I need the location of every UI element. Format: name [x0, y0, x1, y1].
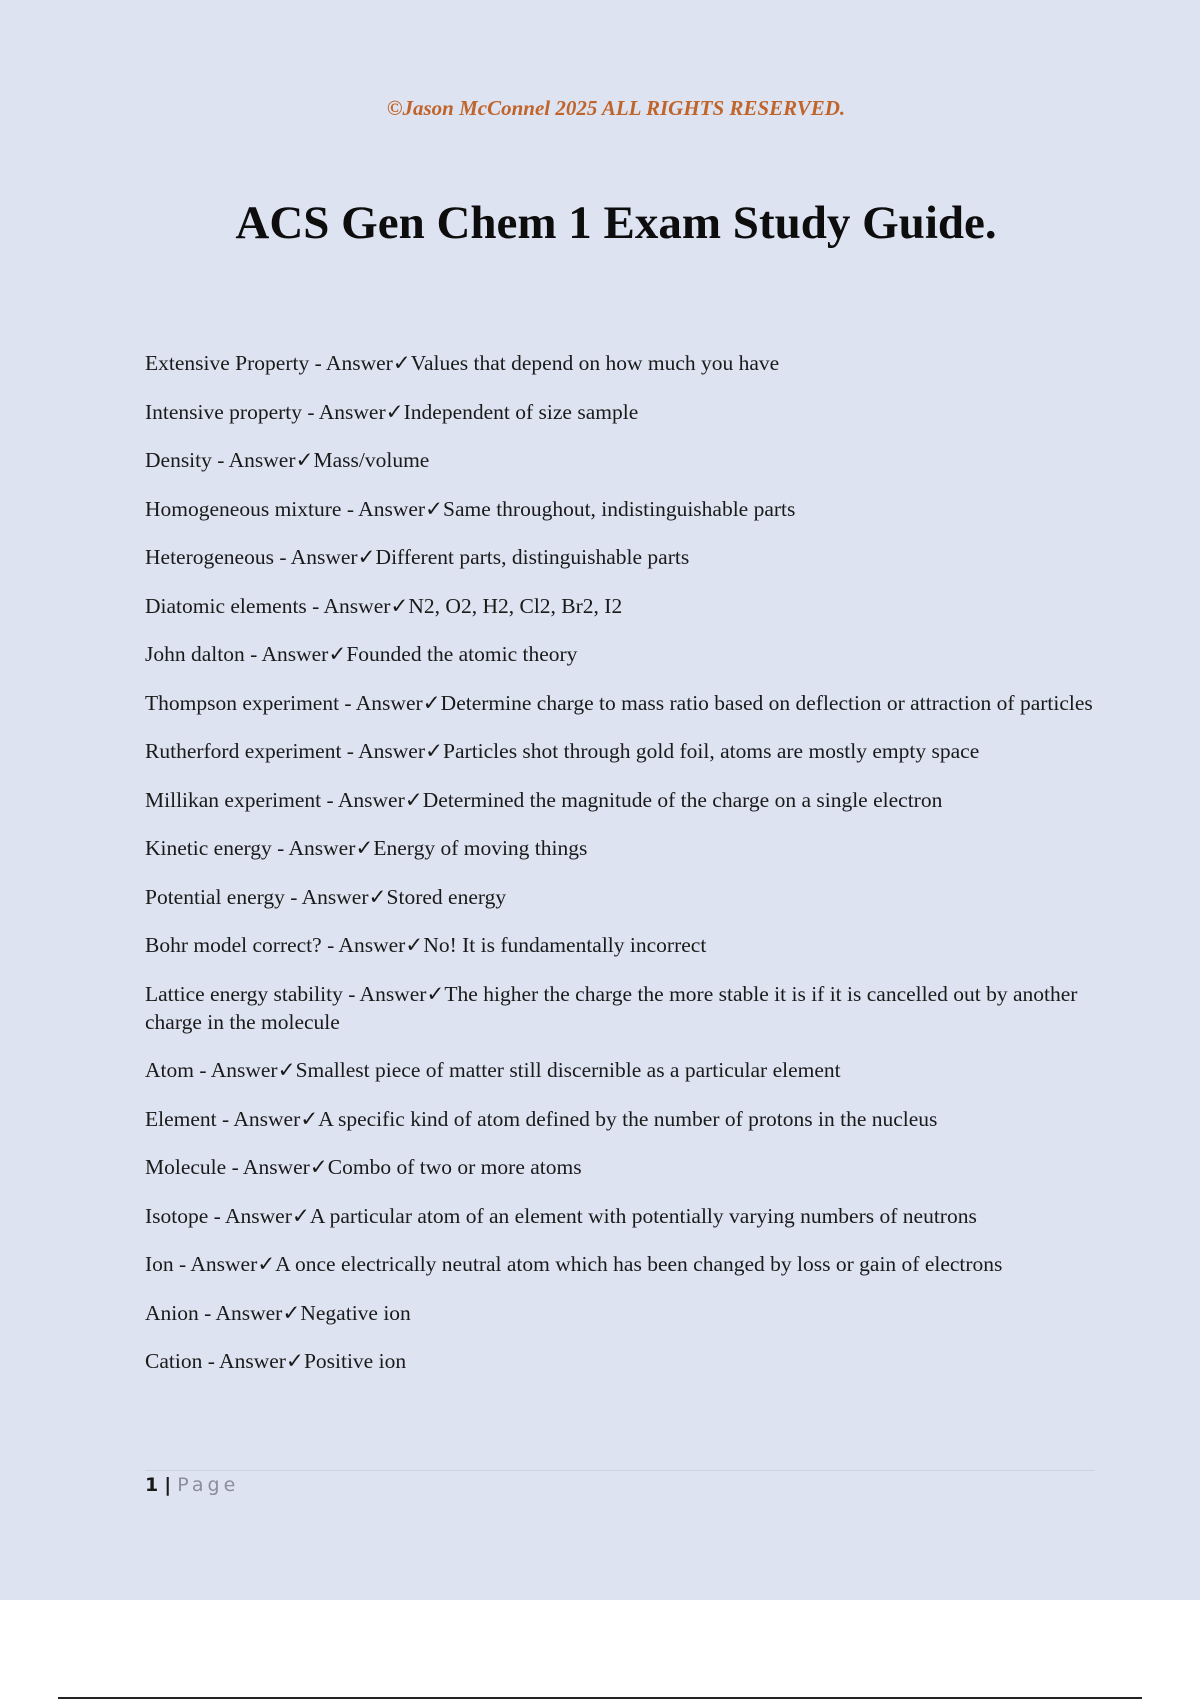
page-footer [145, 1474, 239, 1496]
list-item: Kinetic energy - Answer✓Energy of moving things [145, 836, 588, 860]
list-item: Lattice energy stability - Answer✓The higher the charge the more stable it is if it is cancelled out by another charge in the molecule [145, 981, 1078, 1034]
bottom-divider [58, 1697, 1142, 1699]
document-title: ACS Gen Chem 1 Exam Study Guide. [235, 197, 997, 249]
list-item: Bohr model correct? - Answer✓No! It is fundamentally incorrect [145, 933, 707, 957]
list-item: Extensive Property - Answer✓Values that depend on how much you have [145, 351, 780, 375]
study-guide-list [145, 349, 1095, 1396]
list-item: Homogeneous mixture - Answer✓Same throughout, indistinguishable parts [145, 496, 796, 521]
list-item: Potential energy - Answer✓Stored energy [145, 884, 507, 909]
copyright-notice: ©Jason McConnel 2025 ALL RIGHTS RESERVED. [386, 96, 846, 120]
list-item: Millikan experiment - Answer✓Determined the magnitude of the charge on a single electron [145, 787, 943, 812]
list-item: Density - Answer✓Mass/volume [145, 448, 430, 472]
page-separator: | [164, 1474, 172, 1496]
list-item: Intensive property - Answer✓Independent of size sample [145, 399, 639, 424]
page-label: Page [177, 1474, 240, 1496]
list-item: Anion - Answer✓Negative ion [145, 1300, 411, 1325]
list-item: Atom - Answer✓Smallest piece of matter still discernible as a particular element [145, 1058, 841, 1082]
list-item: Thompson experiment - Answer✓Determine charge to mass ratio based on deflection or attraction of particles [145, 690, 1093, 715]
list-item: Isotope - Answer✓A particular atom of an element with potentially varying numbers of neutrons [145, 1203, 977, 1228]
list-item: Cation - Answer✓Positive ion [145, 1349, 407, 1373]
list-item: Diatomic elements - Answer✓N2, O2, H2, Cl2, Br2, I2 [145, 593, 623, 618]
list-item: Heterogeneous - Answer✓Different parts, distinguishable parts [145, 545, 690, 569]
footer-divider [145, 1470, 1095, 1471]
list-item: Molecule - Answer✓Combo of two or more atoms [145, 1155, 582, 1179]
page-number: 1 [145, 1474, 159, 1496]
list-item: John dalton - Answer✓Founded the atomic theory [145, 642, 578, 666]
list-item: Element - Answer✓A specific kind of atom defined by the number of protons in the nucleus [145, 1106, 938, 1131]
list-item: Ion - Answer✓A once electrically neutral atom which has been changed by loss or gain of electrons [145, 1252, 1003, 1276]
list-item: Rutherford experiment - Answer✓Particles shot through gold foil, atoms are mostly empty space [145, 739, 980, 763]
